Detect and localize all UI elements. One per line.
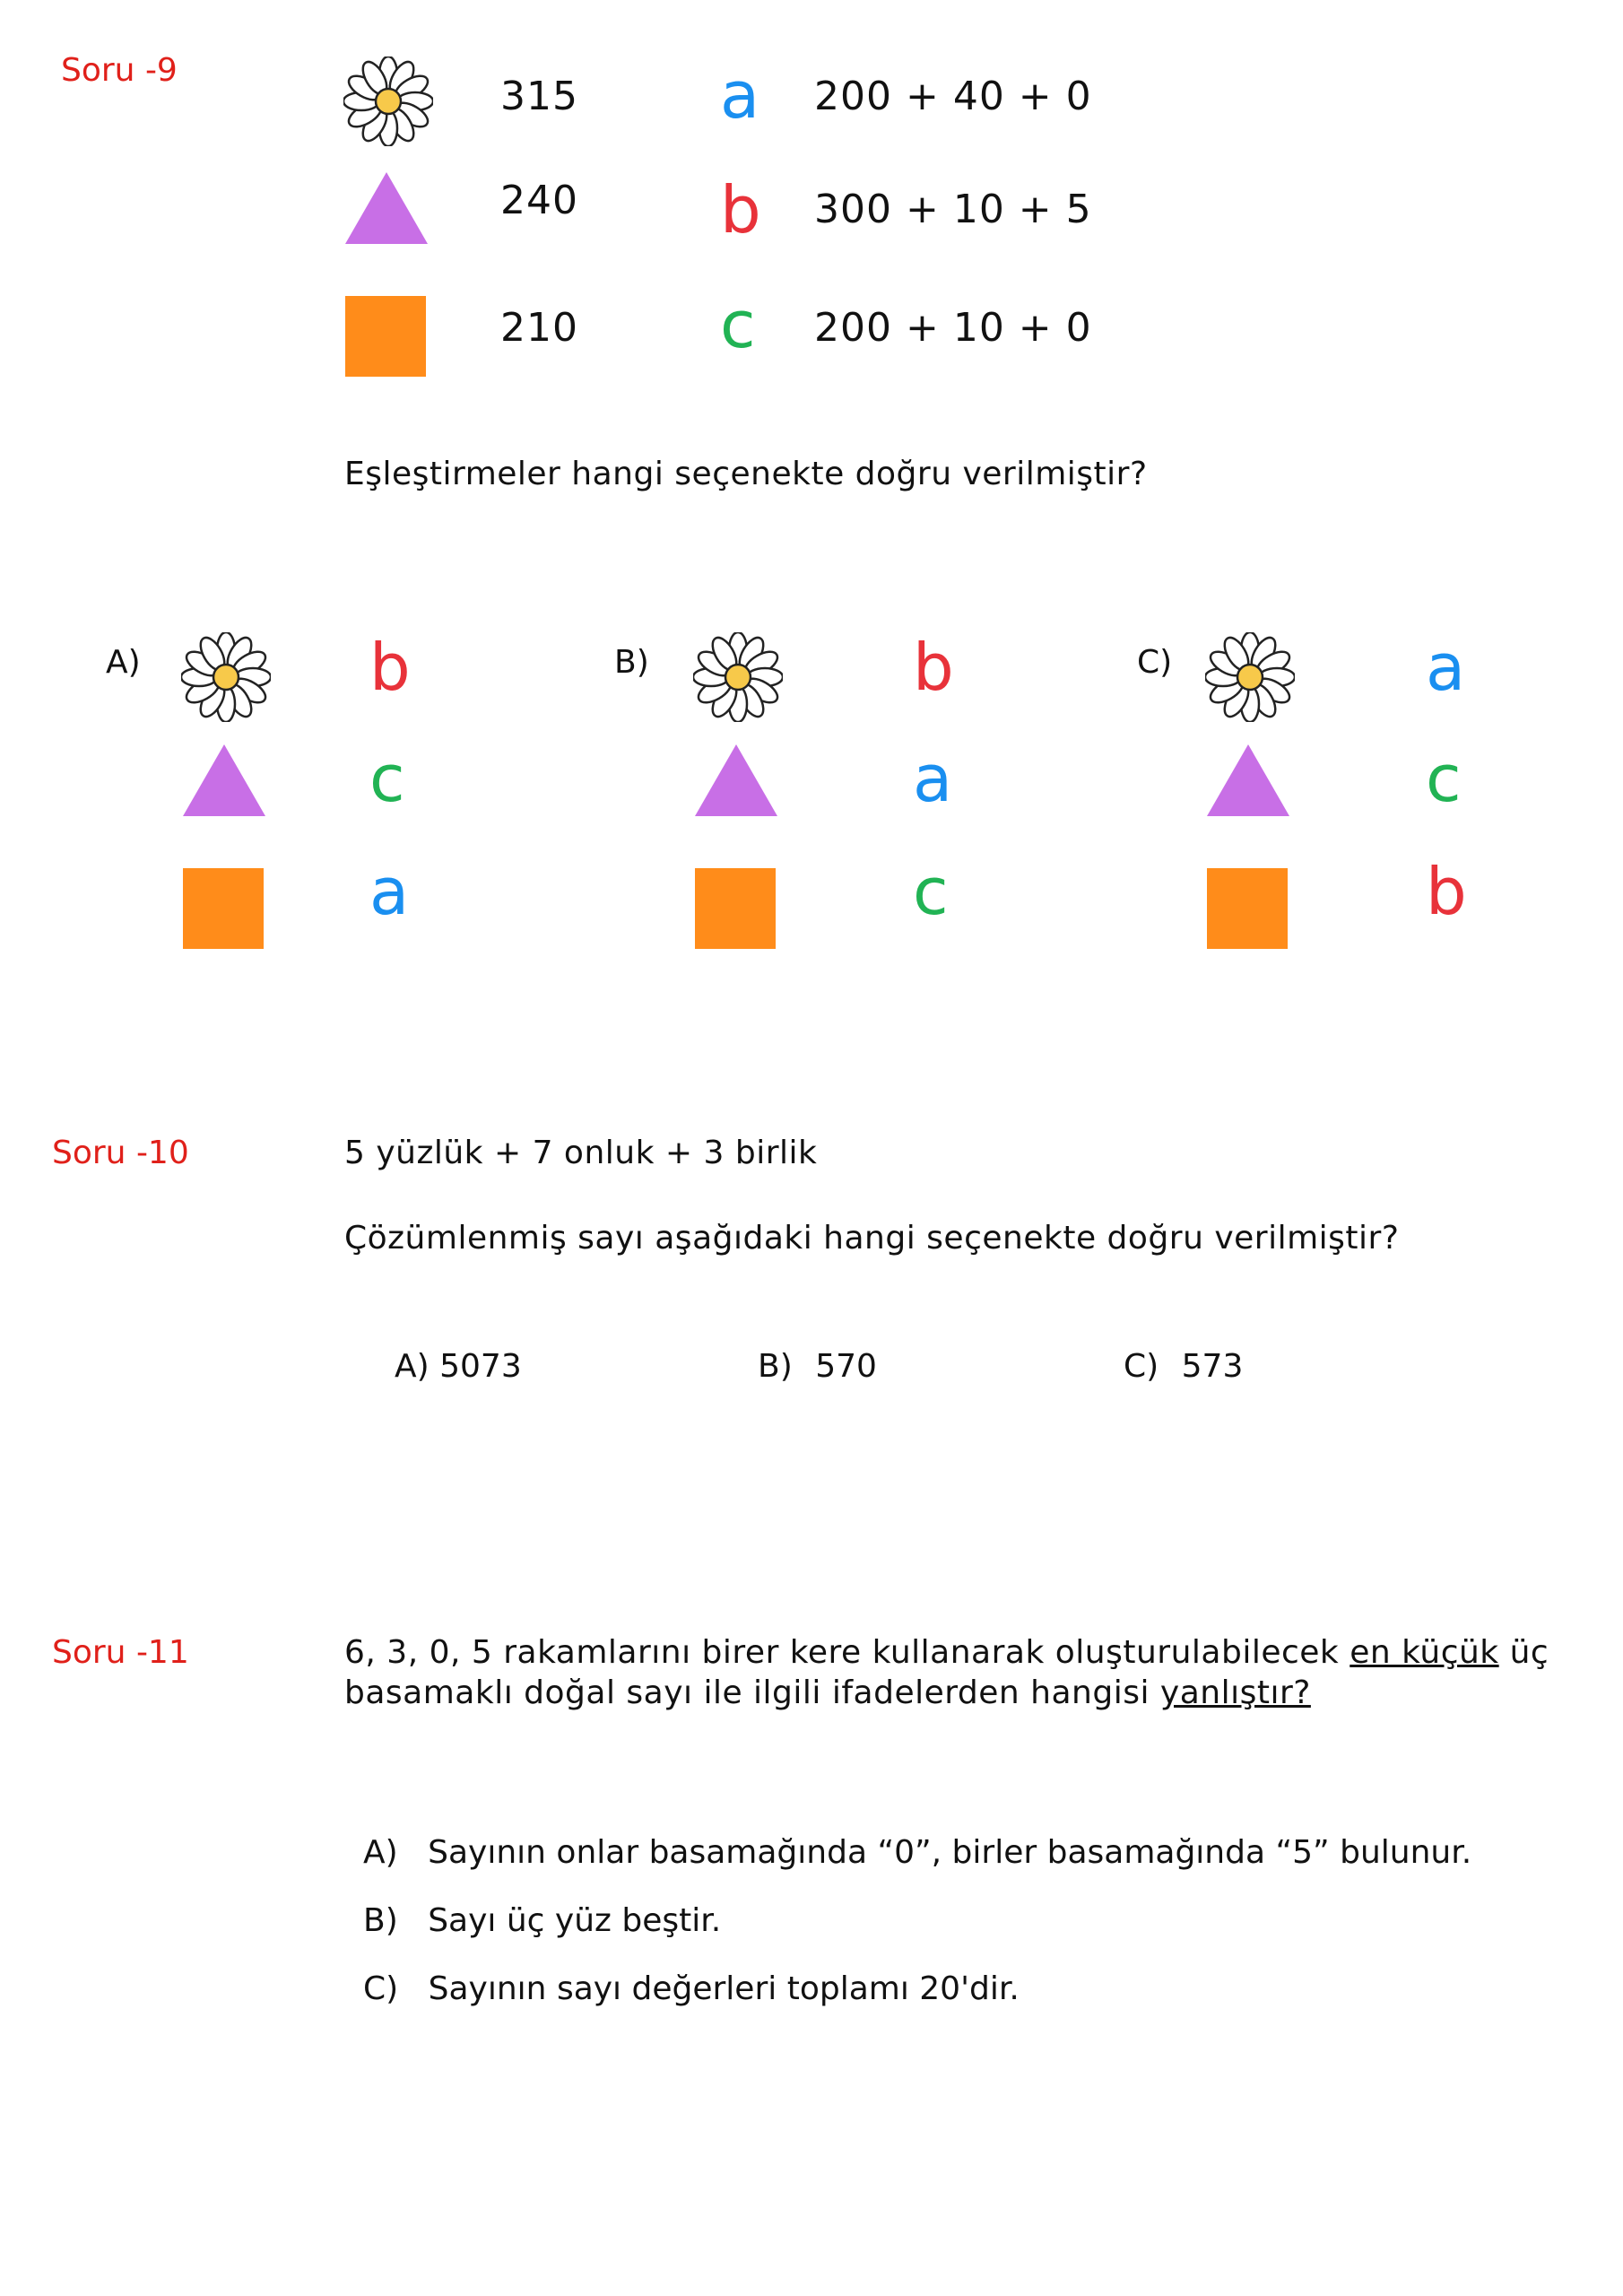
- option-text: Sayının onlar basamağında “0”, birler basamağında “5” bulunur.: [428, 1834, 1472, 1871]
- option-text: Sayının sayı değerleri toplamı 20'dir.: [428, 1970, 1020, 2007]
- question-text-line2: [344, 1674, 1311, 1711]
- question-text-part: 6, 3, 0, 5 rakamlarını birer kere kullanarak oluşturulabilecek: [344, 1634, 1350, 1671]
- question-label-9: Soru -9: [61, 52, 178, 89]
- option-label: A): [395, 1348, 430, 1385]
- option-label-a[interactable]: A): [106, 644, 141, 681]
- option-label: B): [758, 1348, 793, 1385]
- question-text: Eşleştirmeler hangi seçenekte doğru verilmiştir?: [344, 456, 1148, 492]
- option-value: 570: [815, 1348, 877, 1385]
- option-letter: a: [1426, 630, 1466, 705]
- underlined-text: yanlıştır?: [1159, 1674, 1311, 1711]
- flower-icon: [1205, 632, 1295, 722]
- option-b[interactable]: [758, 1348, 877, 1385]
- option-label: C): [363, 1970, 399, 2007]
- option-letter: c: [913, 854, 949, 929]
- option-value: 5073: [439, 1348, 522, 1385]
- triangle-icon: [345, 172, 428, 244]
- number-value: 210: [500, 305, 578, 351]
- option-a[interactable]: [363, 1834, 1471, 1871]
- flower-icon: [343, 57, 433, 146]
- question-text: Çözümlenmiş sayı aşağıdaki hangi seçenekte doğru verilmiştir?: [344, 1220, 1400, 1257]
- option-letter: b: [913, 630, 954, 705]
- underlined-text: en küçük: [1350, 1634, 1499, 1671]
- triangle-icon: [695, 744, 777, 816]
- option-letter: b: [1426, 854, 1467, 929]
- flower-icon: [181, 632, 271, 722]
- option-c[interactable]: [363, 1970, 1020, 2007]
- option-label: B): [363, 1902, 398, 1939]
- option-text: Sayı üç yüz beştir.: [428, 1902, 722, 1939]
- number-value: 315: [500, 74, 578, 119]
- square-icon: [183, 868, 264, 949]
- option-b[interactable]: [363, 1902, 721, 1939]
- square-icon: [1207, 868, 1288, 949]
- expanded-form: 200 + 10 + 0: [814, 305, 1092, 351]
- option-c[interactable]: [1124, 1348, 1243, 1385]
- option-letter: c: [1426, 741, 1462, 816]
- question-text-part: basamaklı doğal sayı ile ilgili ifadelerden hangisi: [344, 1674, 1160, 1711]
- triangle-icon: [1207, 744, 1289, 816]
- option-label: C): [1124, 1348, 1159, 1385]
- expression-text: 5 yüzlük + 7 onluk + 3 birlik: [344, 1135, 818, 1171]
- option-letter: b: [369, 630, 411, 705]
- square-icon: [345, 296, 426, 377]
- number-value: 240: [500, 178, 578, 223]
- triangle-icon: [183, 744, 265, 816]
- question-label-10: Soru -10: [52, 1135, 189, 1171]
- question-text-part: üç: [1498, 1634, 1549, 1671]
- letter-b: b: [720, 172, 761, 248]
- square-icon: [695, 868, 776, 949]
- option-letter: c: [369, 741, 405, 816]
- letter-a: a: [720, 57, 760, 133]
- option-letter: a: [913, 741, 953, 816]
- expanded-form: 200 + 40 + 0: [814, 74, 1092, 119]
- option-label: A): [363, 1834, 398, 1871]
- expanded-form: 300 + 10 + 5: [814, 187, 1092, 232]
- flower-icon: [693, 632, 783, 722]
- option-letter: a: [369, 854, 410, 929]
- question-text-line1: [344, 1634, 1549, 1671]
- option-label-b[interactable]: B): [614, 644, 649, 681]
- option-label-c[interactable]: C): [1137, 644, 1173, 681]
- letter-c: c: [720, 287, 756, 362]
- question-label-11: Soru -11: [52, 1634, 189, 1671]
- option-value: 573: [1181, 1348, 1244, 1385]
- option-a[interactable]: [395, 1348, 522, 1385]
